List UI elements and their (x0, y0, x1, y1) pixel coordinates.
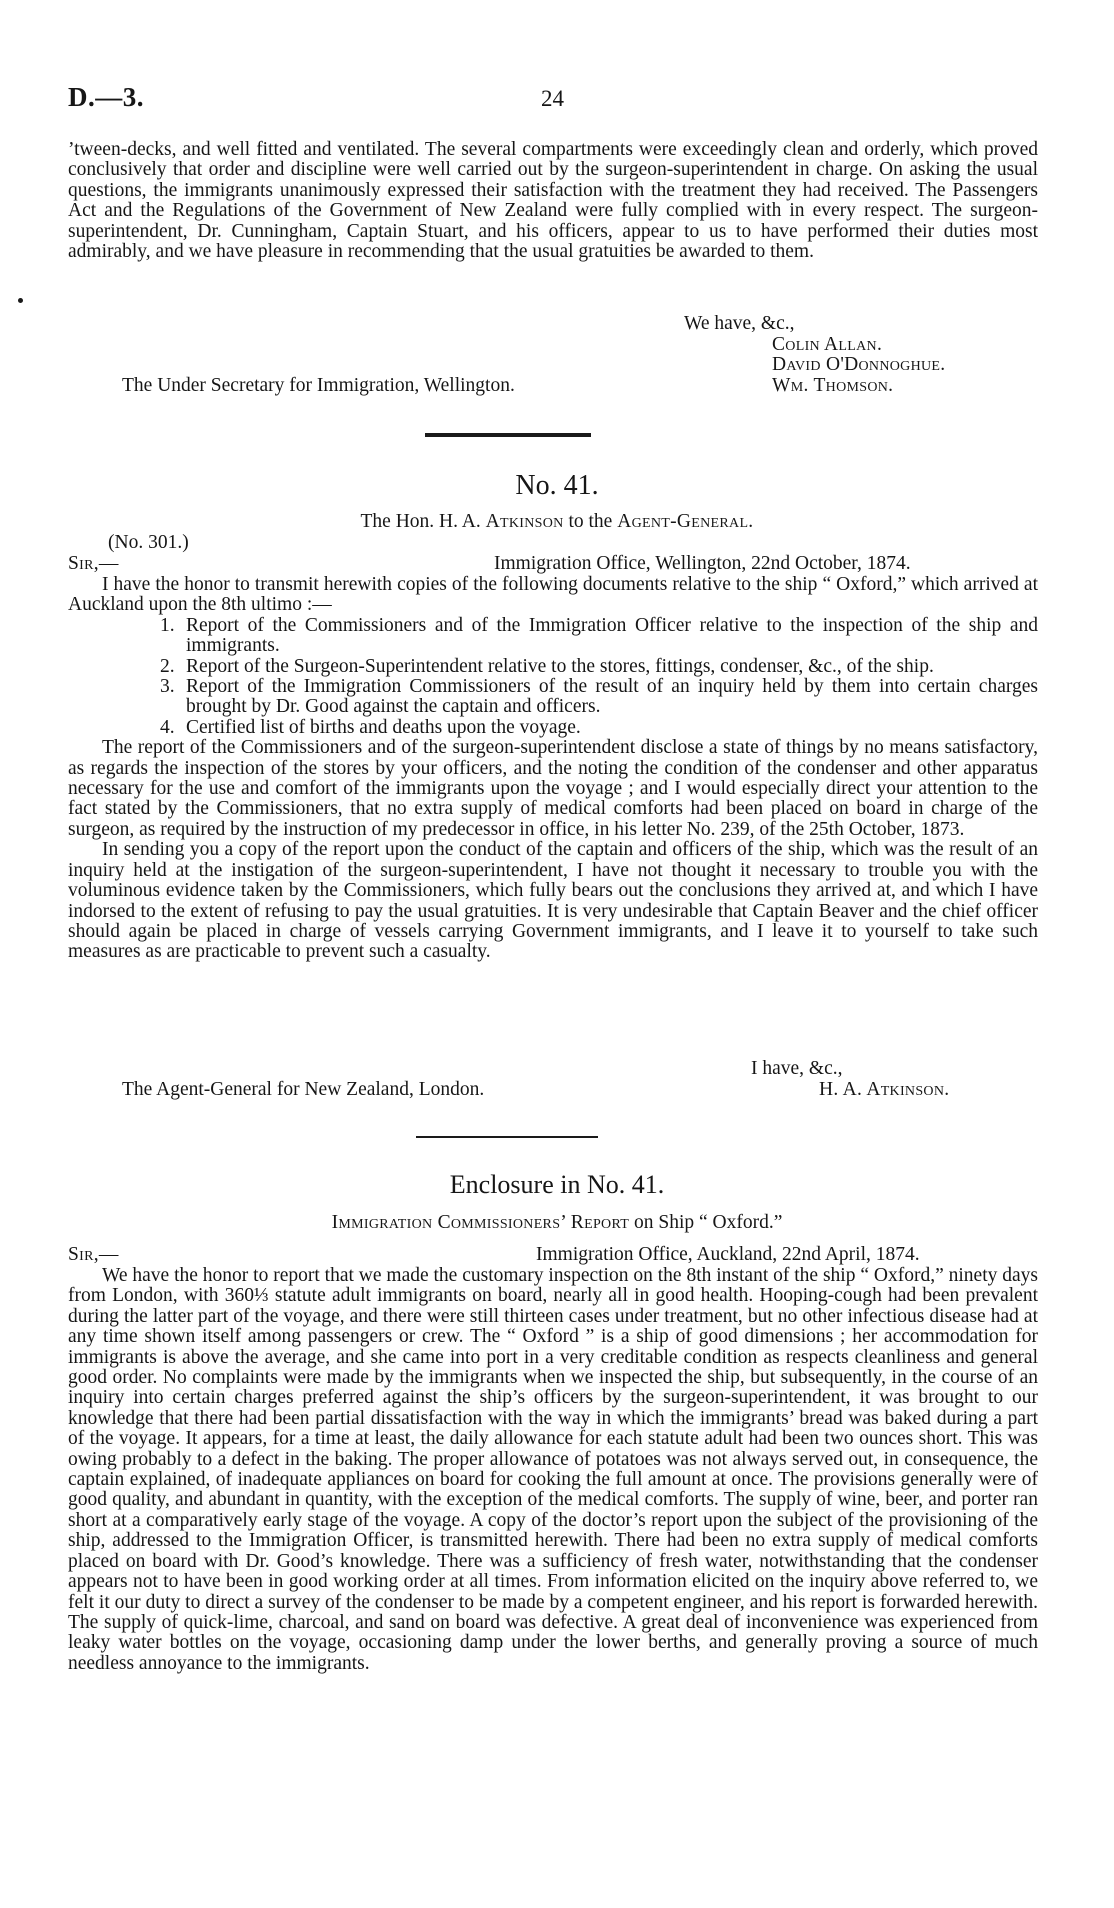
intro-paragraph: ’tween-decks, and well fitted and ventilated. The several compartments were exceedingly clean and orderly, which proved conclusively that order and discipline were well carried out by the surgeon-superintendent in charge. On asking the usual questions, the immigrants unanimously expressed their satisfaction with the treatment they had received. The Passengers Act and the Regulations of the Government of New Zealand were fully complied with in every respect. The surgeon-superintendent, Dr. Cunningham, Captain Stuart, and his officers, appear to us to have performed their duties most admirably, and we have pleasure in recommending that the usual gratuities be awarded to them. (68, 139, 1038, 263)
letter-opening: I have the honor to transmit herewith copies of the following documents relative to the ship “ Oxford,” which arrived at Auckland upon the 8th ultimo :— (68, 574, 1038, 616)
letter-reference: (No. 301.) (108, 532, 189, 553)
enclosure-place-date: Immigration Office, Auckland, 22nd April, 1874. (536, 1244, 920, 1265)
list-item: 1. Report of the Commissioners and of the Immigration Officer relative to the inspection of the ship and immigrants. (160, 614, 1038, 657)
enclosure-salutation: Sir,— (68, 1244, 119, 1265)
enclosure-subheading: Immigration Commissioners’ Report on Ship “ Oxford.” (331, 1212, 783, 1233)
document-id: D.—3. (68, 82, 144, 112)
letter-paragraph-3: In sending you a copy of the report upon the conduct of the captain and officers of the ship, which was the result of an inquiry held at the instigation of the surgeon-superintendent, I have not thought it necessary to trouble you with the voluminous evidence taken by the Commissioners, which fully bears out the conclusions they arrived at, and which I have indorsed to the extent of refusing to pay the usual gratuities. It is very undesirable that Captain Beaver and the chief officer should again be placed in charge of vessels carrying Government immigrants, and I leave it to yourself to take such measures as are practicable to prevent such a casualty. (68, 839, 1038, 963)
letter-salutation: Sir,— (68, 553, 119, 574)
closing-we-have: We have, &c., (684, 313, 795, 334)
section-divider-thin (416, 1136, 598, 1138)
letter-addressee: The Agent-General for New Zealand, London. (122, 1079, 485, 1100)
addressee-under-secretary: The Under Secretary for Immigration, Wellington. (122, 375, 515, 396)
margin-dot (18, 298, 23, 303)
signatory-allan: Colin Allan. (772, 334, 883, 355)
page-number: 24 (541, 86, 564, 111)
signatory-odonnoghue: David O'Donnoghue. (772, 354, 946, 375)
signatory-thomson: Wm. Thomson. (772, 375, 894, 396)
letter-signatory: H. A. Atkinson. (819, 1079, 950, 1100)
letter-subheading: The Hon. H. A. Atkinson to the Agent-General. (360, 511, 754, 532)
enclosure-heading: Enclosure in No. 41. (449, 1170, 665, 1199)
intro-paragraph-block (68, 140, 1038, 262)
letter-heading: No. 41. (515, 470, 599, 501)
list-item: 2. Report of the Surgeon-Superintendent relative to the stores, fittings, condenser, &c., of the ship. (160, 655, 934, 677)
letter-body (68, 575, 1038, 963)
list-item: 3. Report of the Immigration Commissioners of the result of an inquiry held by them into certain charges brought by Dr. Good against the captain and officers. (160, 676, 1038, 718)
letter-closing: I have, &c., (751, 1058, 843, 1079)
list-item: 4. Certified list of births and deaths upon the voyage. (160, 716, 581, 738)
enclosure-body: We have the honor to report that we made the customary inspection on the 8th instant of the ship “ Oxford,” ninety days from London, with 360⅓ statute adult immigrants on board, nearly all in good health. Hooping-cough had been prevalent during the latter part of the voyage, and there were still thirteen cases under treatment, but no other infectious disease had at any time shown itself among passengers or crew. The “ Oxford ” is a ship of good dimensions ; her accommodation for immigrants is above the average, and she came into port in a very creditable condition as respects cleanliness and general good order. No complaints were made by the immigrants when we inspected the ship, but subsequently, in the course of an inquiry into certain charges preferred against the ship’s officers by the surgeon-superintendent, it was brought to our knowledge that there had been partial dissatisfaction with the way in which the immigrants’ bread was baked during a part of the voyage. It appears, for a time at least, the daily allowance for each statute adult had been two ounces short. This was owing probably to a defect in the baking. The proper allowance of potatoes was not always served out, in consequence, the captain explained, of inadequate appliances on board for cooking the full amount at once. The provisions generally were of good quality, and abundant in quantity, with the exception of the medical comforts. The supply of wine, beer, and porter ran short at a comparatively early stage of the voyage. A copy of the doctor’s report upon the subject of the provisioning of the ship, addressed to the Immigration Officer, is transmitted herewith. There had been no extra supply of medical comforts placed on board with Dr. Good’s knowledge. There was a sufficiency of fresh water, notwithstanding that the condenser appears not to have been in good working order at all times. From information elicited on the inquiry above referred to, we felt it our duty to direct a survey of the condenser to be made by a competent engineer, and his report is forwarded herewith. The supply of quick-lime, charcoal, and sand on board was defective. A great deal of inconvenience was experienced from leaky water bottles on the voyage, occasioning damp under the lower berths, and generally proving a source of much needless annoyance to the immigrants. (68, 1265, 1038, 1674)
letter-paragraph-2: The report of the Commissioners and of the surgeon-superintendent disclose a state of things by no means satisfactory, as regards the inspection of the stores by your officers, and the noting the condition of the condenser and other apparatus necessary for the use and comfort of the immigrants upon the voyage ; and I would especially direct your attention to the fact stated by the Commissioners, that no extra supply of medical comforts had been placed on board in charge of the surgeon, as required by the instruction of my predecessor in office, in his letter No. 239, of the 25th October, 1873. (68, 737, 1038, 840)
section-divider-thick (425, 433, 591, 437)
enclosure-body-block (68, 1266, 1038, 1674)
enclosures-list (68, 616, 1038, 738)
letter-place-date: Immigration Office, Wellington, 22nd October, 1874. (494, 553, 911, 574)
